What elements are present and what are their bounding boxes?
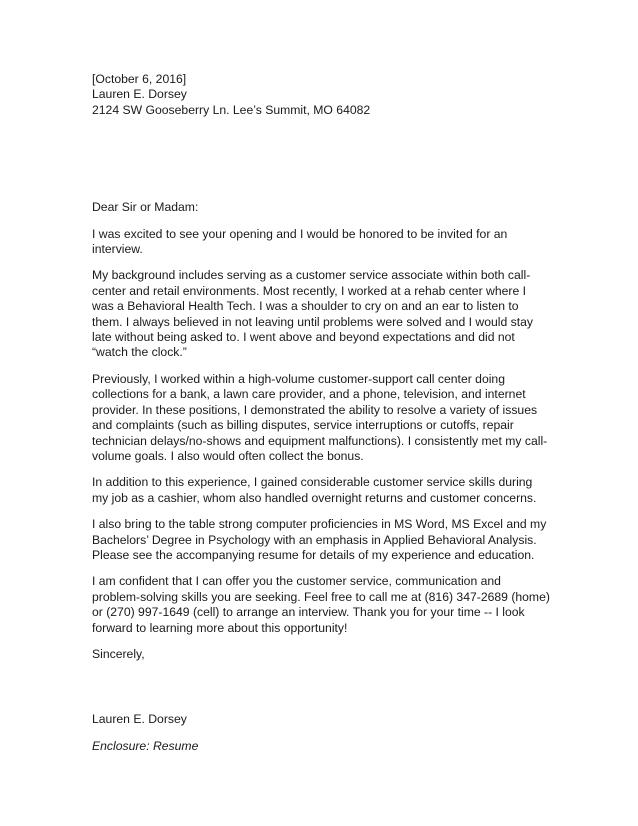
paragraph-line: I was excited to see your opening and I would be honored to be invited for an	[92, 226, 508, 241]
paragraph-cashier	[92, 475, 542, 506]
signature-block	[92, 712, 542, 727]
paragraph-line: my job as a cashier, whom also handled overnight returns and customer concerns.	[92, 490, 537, 505]
paragraph-line: center and retail environments. Most recently, I worked at a rehab center where I	[92, 283, 526, 298]
paragraph-line: was a Behavioral Health Tech. I was a shoulder to cry on and an ear to listen to	[92, 299, 519, 314]
paragraph-closing	[92, 574, 550, 636]
paragraph-line: “watch the clock.”	[92, 345, 187, 360]
cover-letter	[92, 72, 550, 754]
enclosure-text: Enclosure: Resume	[92, 738, 199, 753]
paragraph-line: problem-solving skills you are seeking. Feel free to call me at (816) 347-2689 (home)	[92, 589, 550, 604]
signature-name: Lauren E. Dorsey	[92, 712, 187, 727]
paragraph-line: volume goals. I also would often collect the bonus.	[92, 448, 364, 463]
letter-date: [October 6, 2016]	[92, 72, 187, 86]
paragraph-line: Please see the accompanying resume for details of my experience and education.	[92, 547, 535, 562]
salutation	[92, 200, 542, 215]
paragraph-line: and complaints (such as billing disputes, service interruptions or cutoffs, repair	[92, 418, 514, 433]
paragraph-line: provider. In these positions, I demonstrated the ability to resolve a variety of issues	[92, 402, 538, 417]
paragraph-line: Bachelors’ Degree in Psychology with an emphasis in Applied Behavioral Analysis.	[92, 532, 537, 547]
paragraph-interest	[92, 227, 542, 258]
paragraph-line: late without being asked to. I went above and beyond expectations and did not	[92, 330, 515, 345]
paragraph-line: I am confident that I can offer you the customer service, communication and	[92, 574, 501, 589]
paragraph-line: them. I always believed in not leaving until problems were solved and I would stay	[92, 314, 534, 329]
paragraph-line: My background includes serving as a customer service associate within both call-	[92, 268, 531, 283]
sender-header	[92, 72, 542, 118]
paragraph-background	[92, 268, 542, 360]
paragraph-previous-experience	[92, 371, 548, 464]
paragraph-line: I also bring to the table strong computer proficiencies in MS Word, MS Excel and my	[92, 517, 547, 532]
paragraph-line: collections for a bank, a lawn care provider, and a phone, television, and internet	[92, 387, 526, 402]
paragraph-line: Previously, I worked within a high-volume customer-support call center doing	[92, 371, 505, 386]
paragraph-line: In addition to this experience, I gained considerable customer service skills during	[92, 475, 533, 490]
paragraph-skills	[92, 517, 547, 563]
salutation-text: Dear Sir or Madam:	[92, 200, 199, 215]
sign-off	[92, 647, 542, 662]
sender-name: Lauren E. Dorsey	[92, 87, 187, 102]
paragraph-line: forward to learning more about this opportunity!	[92, 620, 348, 635]
paragraph-line: technician delays/no-shows and equipment malfunctions). I consistently met my call-	[92, 433, 548, 448]
enclosure-note	[92, 739, 542, 754]
paragraph-line: interview.	[92, 242, 143, 257]
closing-text: Sincerely,	[92, 646, 145, 661]
sender-address: 2124 SW Gooseberry Ln. Lee’s Summit, MO 64082	[92, 102, 371, 117]
paragraph-line: or (270) 997-1649 (cell) to arrange an interview. Thank you for your time -- I look	[92, 605, 525, 620]
